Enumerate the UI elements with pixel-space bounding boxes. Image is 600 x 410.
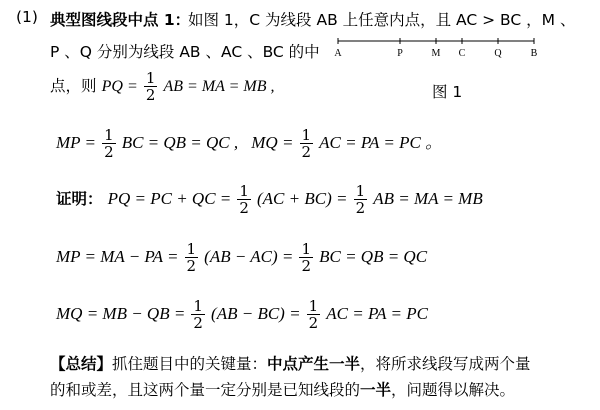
problem-line-1: 如图 1，C 为线段 AB 上任意内点，且 AC > BC ，M 、 [188, 11, 576, 29]
formula-pq-left: PQ = [101, 78, 138, 95]
fraction-half: $\frac{1}{2}$ [301, 126, 312, 161]
figure-1-segment [332, 36, 547, 60]
formula-mp-mq: MP = $\frac{1}{2}$ BC = QB = QC , MQ = $\frac{1}{2}$ AC = PA = PC 。 [56, 126, 443, 161]
fraction-half: $\frac{1}{2}$ [193, 297, 203, 332]
problem-line-2: P 、Q 分别为线段 AB 、AC 、BC 的中 [50, 43, 320, 61]
fraction-half: $\frac{1}{2}$ [186, 240, 197, 275]
summary-key-2: 一半 [360, 381, 392, 399]
item-title: 典型图线段中点 1： [50, 11, 191, 29]
summary-label: 【总结】 [50, 355, 113, 373]
fraction-half: $\frac{1}{2}$ [355, 182, 366, 217]
proof-label: 证明： [56, 190, 103, 208]
formula-pq-right: AB = MA = MB , [163, 78, 275, 95]
point-a-label: A [334, 48, 342, 59]
summary-line-1: 【总结】抓住题目中的关键量：中点产生一半，将所求线段写成两个量 [50, 355, 531, 373]
fraction-half: $\frac{1}{2}$ [145, 69, 156, 104]
fraction-half: $\frac{1}{2}$ [104, 126, 114, 161]
point-p-label: P [397, 48, 403, 59]
figure-caption: 图 1 [432, 83, 463, 101]
fraction-half: $\frac{1}{2}$ [239, 182, 249, 217]
point-b-label: B [530, 48, 538, 59]
point-q-label: Q [494, 48, 502, 59]
item-number: (1) [16, 8, 38, 26]
line3-prefix: 点，则 [50, 77, 97, 95]
summary-key-1: 中点产生一半 [267, 355, 361, 373]
summary-line-2: 的和或差，且这两个量一定分别是已知线段的一半，问题得以解决。 [50, 381, 516, 399]
point-c-label: C [458, 48, 466, 59]
problem-line-3 [50, 70, 275, 103]
proof-line-1: 证明： PQ = PC + QC = $\frac{1}{2}$ (AC + BC) = $\frac{1}{2}$ AB = MA = MB [56, 182, 483, 217]
fraction-half: $\frac{1}{2}$ [301, 240, 311, 275]
proof-line-2: MP = MA − PA = $\frac{1}{2}$ (AB − AC) = $\frac{1}{2}$ BC = QB = QC [56, 240, 428, 275]
proof-line-3: MQ = MB − QB = $\frac{1}{2}$ (AB − BC) = $\frac{1}{2}$ AC = PA = PC [56, 297, 428, 332]
point-m-label: M [431, 48, 441, 59]
fraction-half: $\frac{1}{2}$ [308, 297, 319, 332]
